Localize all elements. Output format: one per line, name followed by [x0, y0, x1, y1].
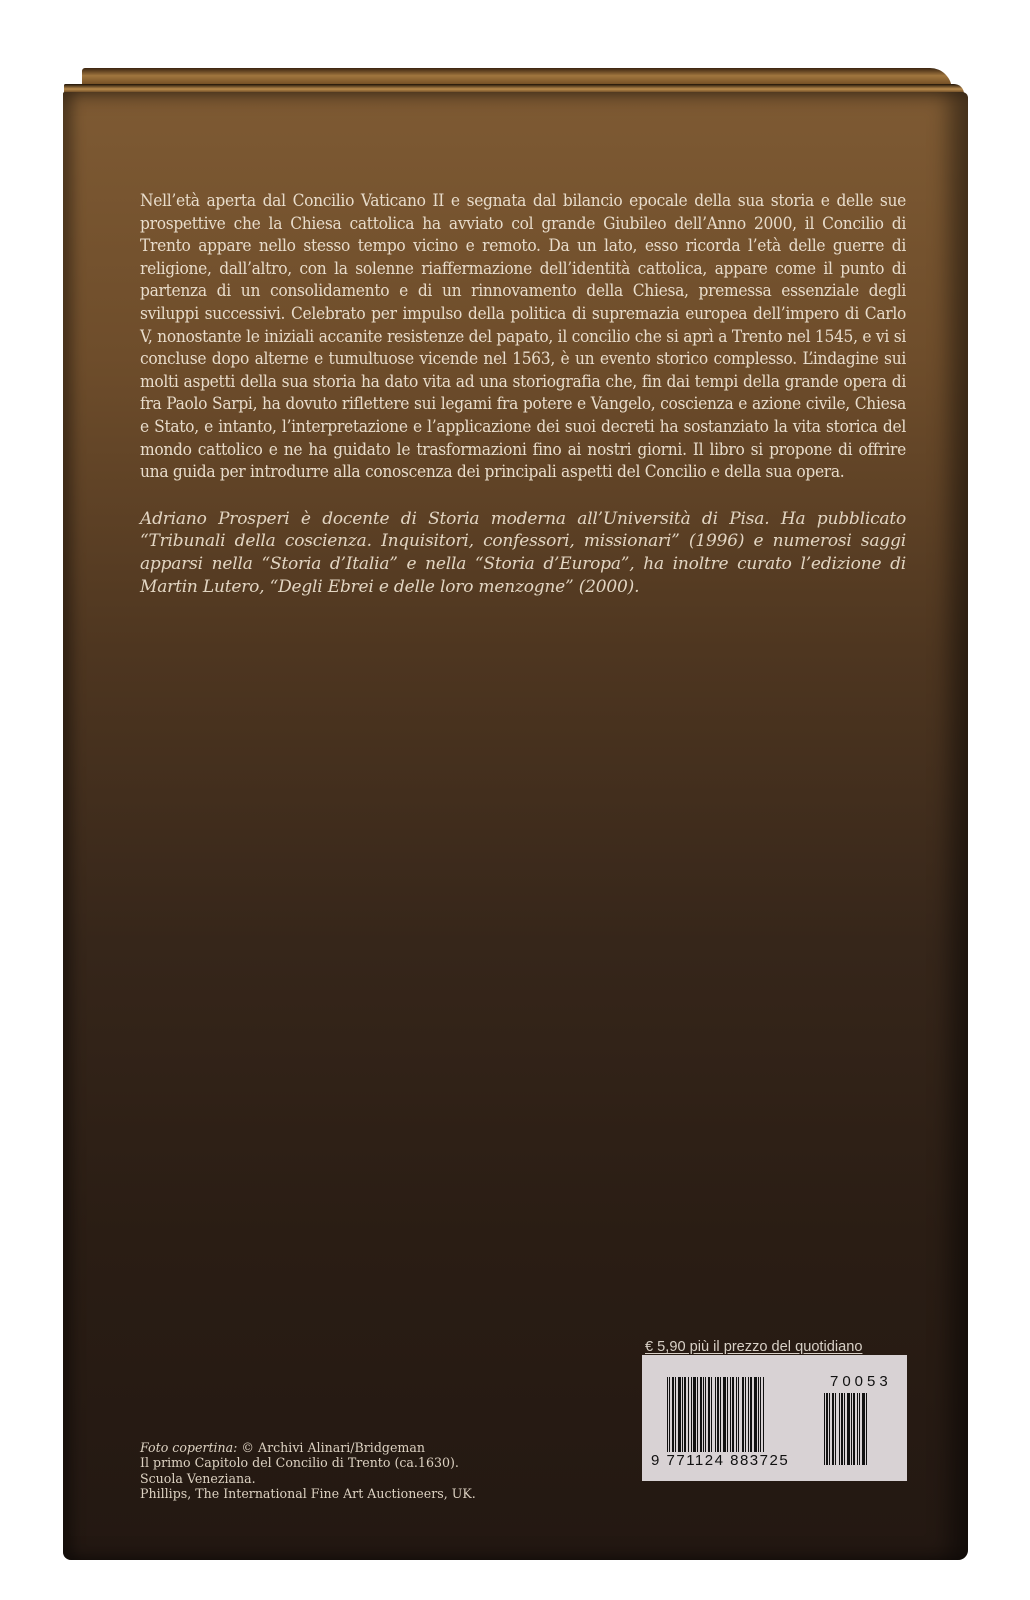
barcode	[642, 1355, 907, 1481]
credits-line-4: Phillips, The International Fine Art Auctioneers, UK.	[140, 1486, 476, 1502]
blurb-paragraph: Nell’età aperta dal Concilio Vaticano II e segnata dal bilancio epocale della sua storia e delle sue prospettive che la Chiesa cattolica ha avviato col grande Giubileo dell’Anno 2000, il Concilio di Trento appare nello stesso tempo vicino e remoto. Da un lato, esso ricorda l’età delle guerre di religione, dall’altro, con la solenne riaffermazione dell’identità cattolica, appare come il punto di partenza di un consolidamento e di un rinnovamento della Chiesa, premessa essenziale degli sviluppi successivi. Celebrato per impulso della politica di supremazia europea dell’impero di Carlo V, nonostante le iniziali accanite resistenze del papato, il concilio che si aprì a Trento nel 1545, e vi si concluse dopo alterne e tumultuose vicende nel 1563, è un evento storico complesso. L’indagine sui molti aspetti della sua storia ha dato vita ad una storiografia che, fin dai tempi della grande opera di fra Paolo Sarpi, ha dovuto riflettere sui legami fra potere e Vangelo, coscienza e azione civile, Chiesa e Stato, e intanto, l’interpretazione e l’applicazione dei suoi decreti ha sostanziato la vita storica del mondo cattolico e ne ha guidato le trasformazioni fino ai nostri giorni. Il libro si propone di offrire una guida per introdurre alla conoscenza dei principali aspetti del Concilio e della sua opera.	[140, 191, 906, 483]
barcode-main-digits	[650, 1452, 790, 1469]
photo-credits	[140, 1440, 560, 1502]
price-label: € 5,90 più il prezzo del quotidiano	[645, 1339, 863, 1355]
credits-line-1	[140, 1440, 560, 1455]
barcode-digits-text: 9 771124 883725	[651, 1452, 790, 1469]
back-cover-text	[140, 190, 906, 615]
credits-source: © Archivi Alinari/Bridgeman	[237, 1440, 425, 1455]
barcode-addon-bars	[824, 1393, 897, 1465]
barcode-addon-digits: 70053	[830, 1373, 892, 1390]
author-bio: Adriano Prosperi è docente di Storia moderna all’Università di Pisa. Ha pubblicato “Tribunali della coscienza. Inquisitori, confessori, missionari” (1996) e numerosi saggi apparsi nella “Storia d’Italia” e nella “Storia d’Europa”, ha inoltre curato l’edizione di Martin Lutero, “Degli Ebrei e delle loro menzogne” (2000).	[140, 508, 906, 597]
credits-line-2: Il primo Capitolo del Concilio di Trento (ca.1630).	[140, 1455, 459, 1471]
credits-line-3: Scuola Veneziana.	[140, 1470, 256, 1486]
credits-label: Foto copertina:	[140, 1440, 238, 1455]
